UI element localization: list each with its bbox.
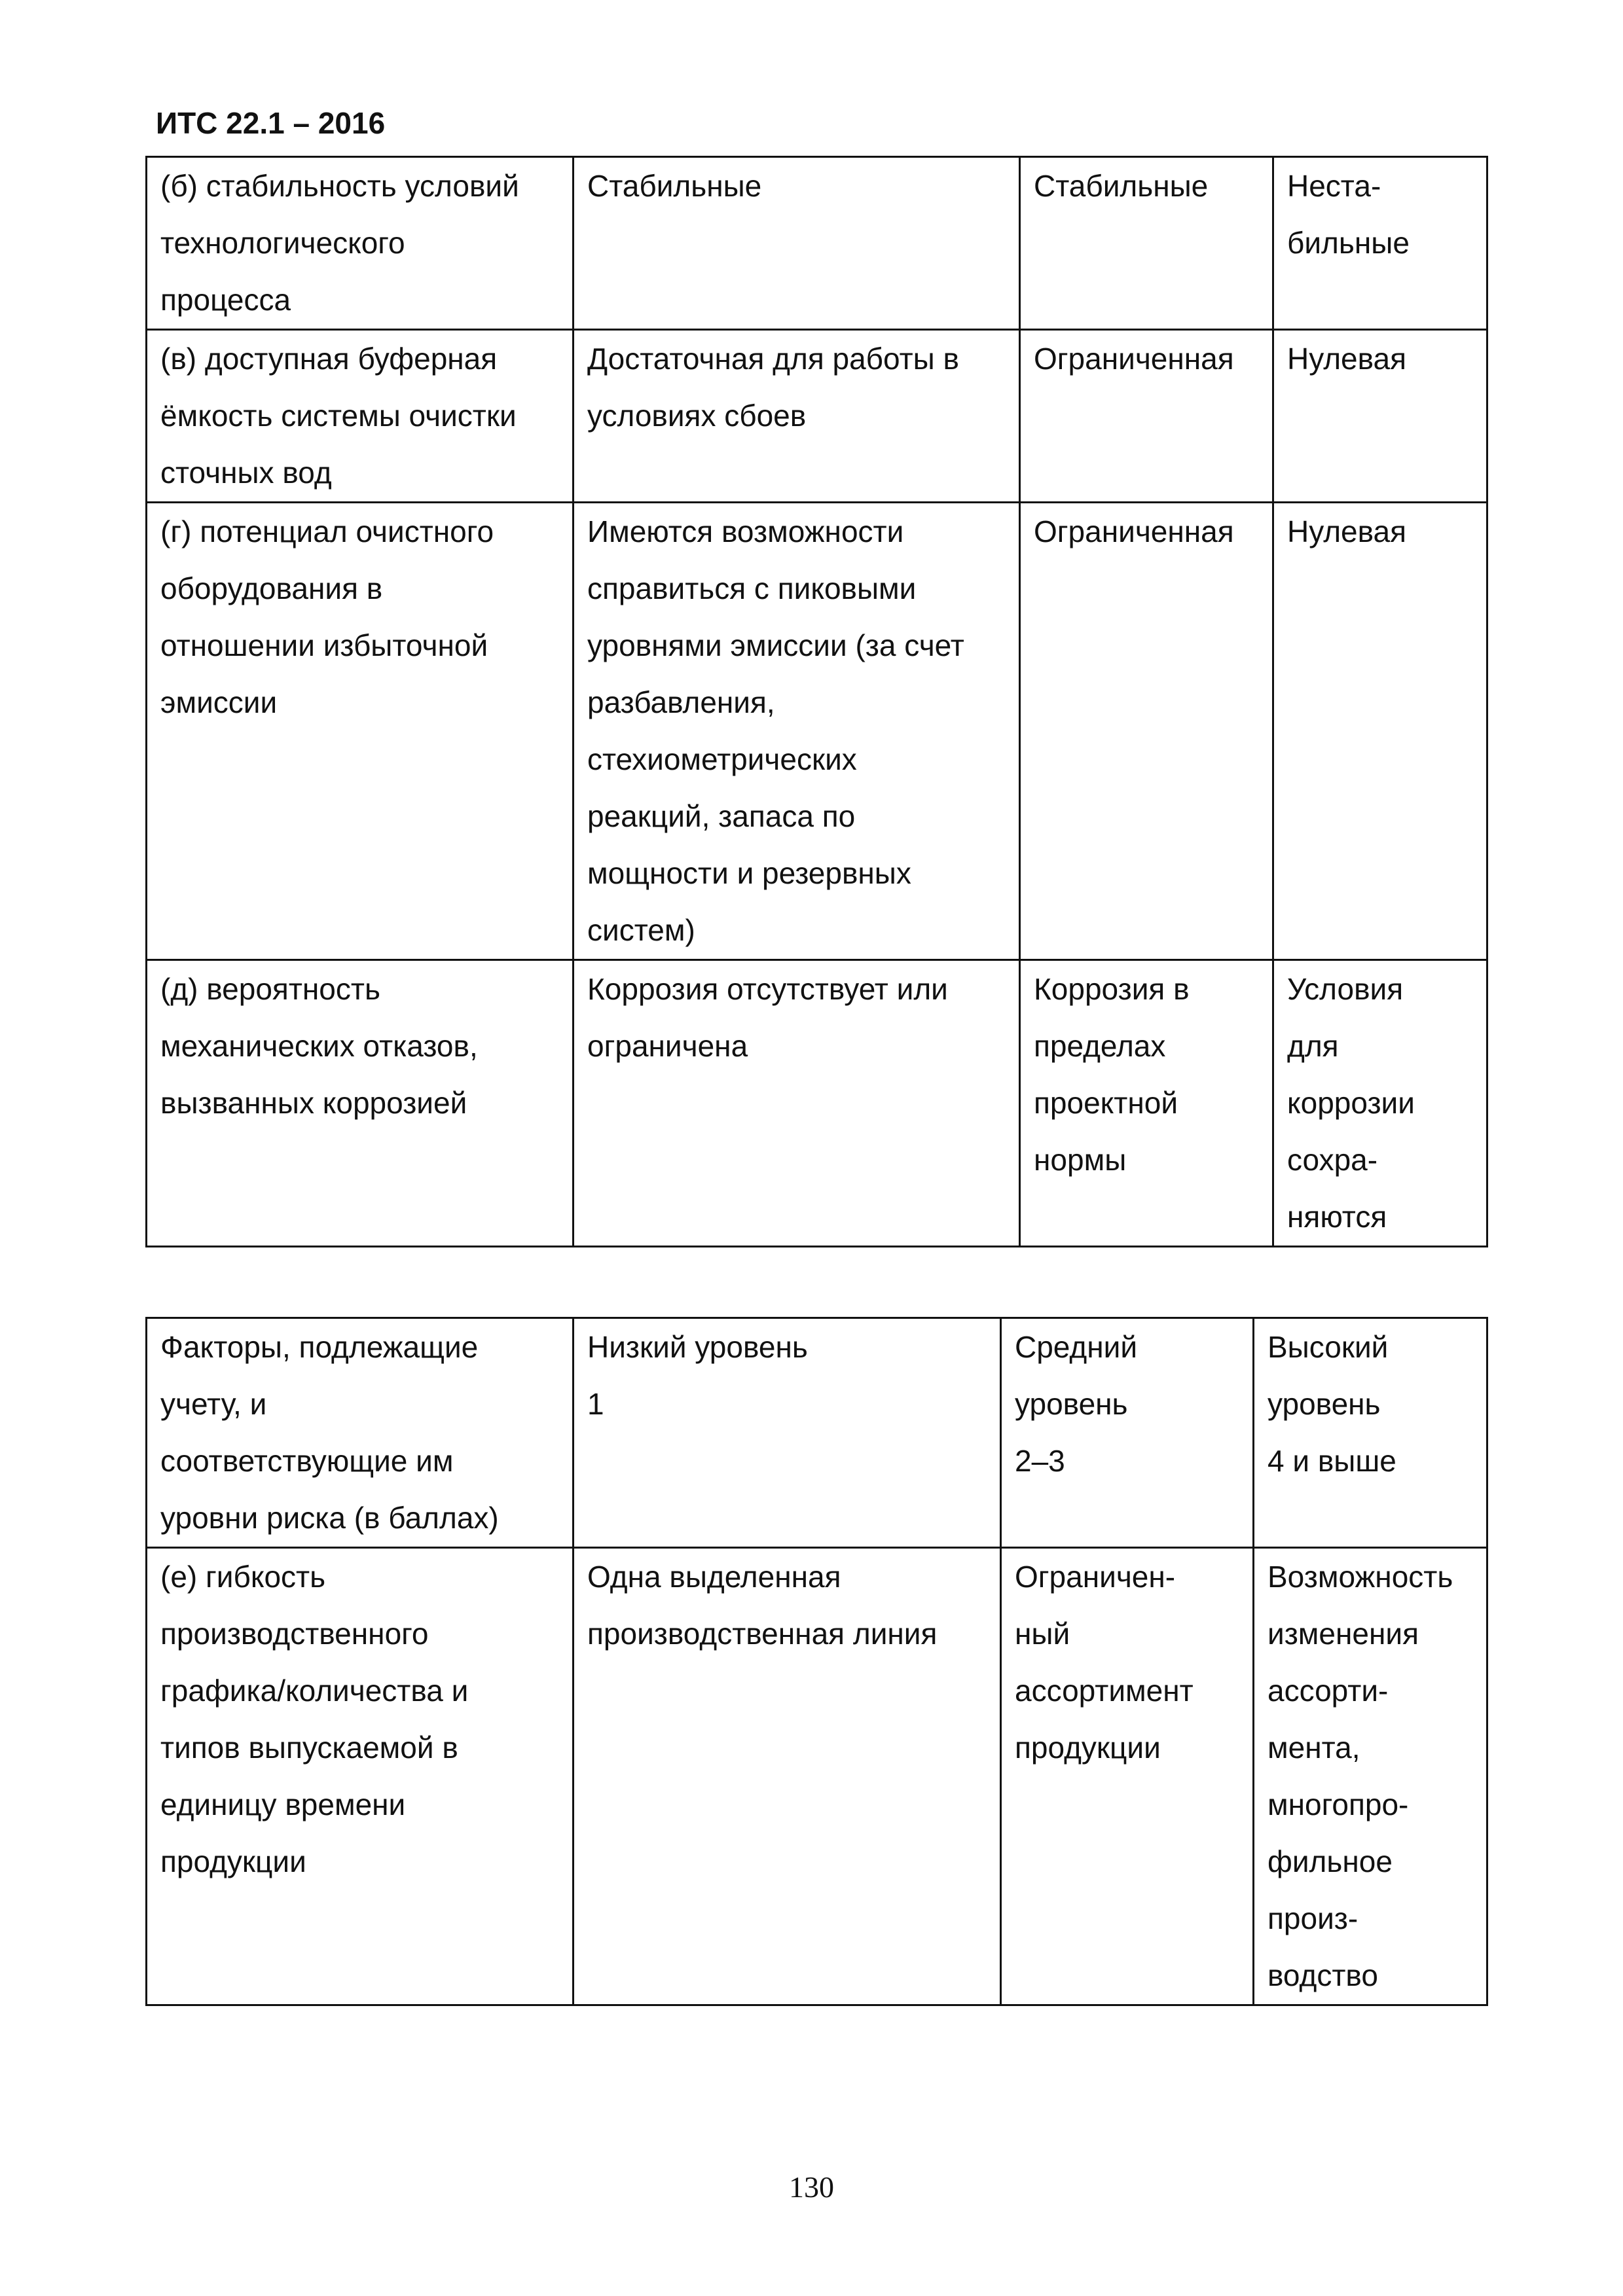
document-code-header: ИТС 22.1 – 2016 — [156, 106, 386, 140]
medium-level-cell: Ограничен- ный ассортимент продукции — [1001, 1548, 1254, 2005]
table-row — [147, 330, 1487, 503]
table-row — [147, 503, 1487, 960]
high-level-cell: Неста- бильные — [1273, 157, 1487, 330]
factor-cell: (б) стабильность условий технологического процесса — [147, 157, 574, 330]
risk-factors-table — [145, 1317, 1488, 2006]
medium-level-cell: Стабильные — [1020, 157, 1273, 330]
risk-factors-table-continued — [145, 156, 1488, 1247]
table-row — [147, 960, 1487, 1247]
medium-level-cell: Ограниченная — [1020, 503, 1273, 960]
factor-cell: (г) потенциал очистного оборудования в отношении избыточной эмиссии — [147, 503, 574, 960]
header-high-level-cell: Высокий уровень 4 и выше — [1254, 1318, 1487, 1548]
low-level-cell: Достаточная для работы в условиях сбоев — [574, 330, 1020, 503]
medium-level-cell: Ограниченная — [1020, 330, 1273, 503]
high-level-cell: Нулевая — [1273, 503, 1487, 960]
low-level-cell: Стабильные — [574, 157, 1020, 330]
table-row — [147, 157, 1487, 330]
header-factor-cell: Факторы, подлежащие учету, и соответствующие им уровни риска (в баллах) — [147, 1318, 574, 1548]
header-medium-level-cell: Средний уровень 2–3 — [1001, 1318, 1254, 1548]
table-row — [147, 1548, 1487, 2005]
low-level-cell: Коррозия отсутствует или ограничена — [574, 960, 1020, 1247]
factor-cell: (д) вероятность механических отказов, вызванных коррозией — [147, 960, 574, 1247]
low-level-cell: Одна выделенная производственная линия — [574, 1548, 1001, 2005]
high-level-cell: Нулевая — [1273, 330, 1487, 503]
medium-level-cell: Коррозия в пределах проектной нормы — [1020, 960, 1273, 1247]
table-header-row — [147, 1318, 1487, 1548]
factor-cell: (е) гибкость производственного графика/количества и типов выпускаемой в единицу времени продукции — [147, 1548, 574, 2005]
high-level-cell: Условия для коррозии сохра- няются — [1273, 960, 1487, 1247]
header-low-level-cell: Низкий уровень 1 — [574, 1318, 1001, 1548]
page-number: 130 — [789, 2170, 834, 2204]
factor-cell: (в) доступная буферная ёмкость системы очистки сточных вод — [147, 330, 574, 503]
low-level-cell: Имеются возможности справиться с пиковыми уровнями эмиссии (за счет разбавления, стехиометрических реакций, запаса по мощности и резервных систем) — [574, 503, 1020, 960]
high-level-cell: Возможность изменения ассорти- мента, многопро- фильное произ- водство — [1254, 1548, 1487, 2005]
